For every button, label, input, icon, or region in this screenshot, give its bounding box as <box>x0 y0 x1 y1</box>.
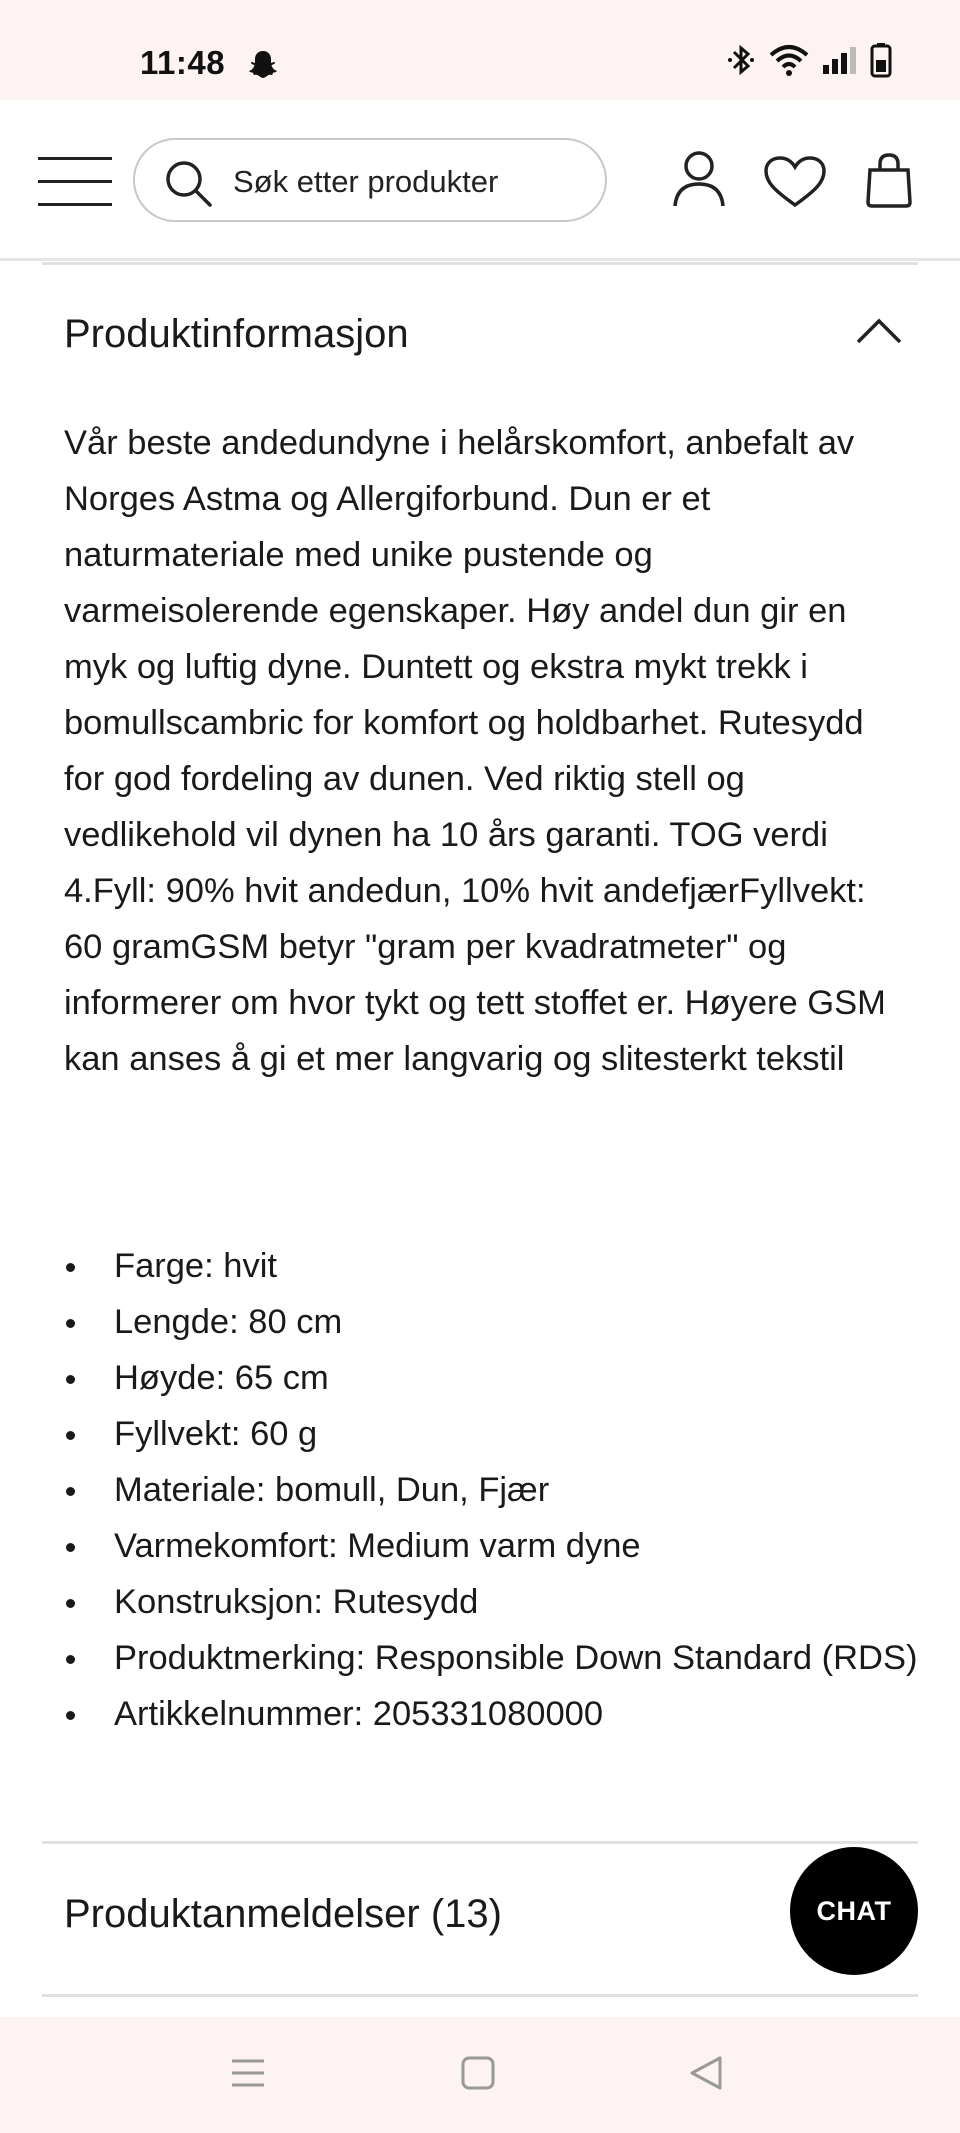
back-icon <box>692 2058 720 2088</box>
spec-item-height: Høyde: 65 cm <box>64 1350 924 1406</box>
system-navigation-bar <box>0 2017 960 2133</box>
reviews-bottom-divider <box>42 1994 918 1997</box>
snapchat-notification-icon <box>246 48 280 82</box>
chat-label: CHAT <box>816 1895 892 1926</box>
signal-icon <box>822 45 858 75</box>
spec-item-color: Farge: hvit <box>64 1238 924 1294</box>
bluetooth-icon <box>726 42 756 78</box>
product-info-title[interactable]: Produktinformasjon <box>64 312 409 356</box>
reviews-title[interactable]: Produktanmeldelser (13) <box>64 1892 502 1936</box>
search-input[interactable] <box>231 158 585 206</box>
heart-icon <box>766 158 824 205</box>
status-bar <box>0 0 960 100</box>
reviews-top-divider <box>42 1841 918 1844</box>
spec-item-length: Lengde: 80 cm <box>64 1294 924 1350</box>
spec-item-material: Materiale: bomull, Dun, Fjær <box>64 1462 924 1518</box>
cart-button[interactable] <box>866 152 912 208</box>
top-divider <box>42 262 918 265</box>
home-button[interactable] <box>460 2055 496 2091</box>
spec-item-fill-weight: Fyllvekt: 60 g <box>64 1406 924 1462</box>
recent-apps-button[interactable] <box>230 2055 266 2091</box>
menu-button[interactable] <box>38 157 112 207</box>
status-time: 11:48 <box>140 44 226 81</box>
wishlist-button[interactable] <box>764 156 826 208</box>
spec-item-article-number: Artikkelnummer: 205331080000 <box>64 1686 924 1742</box>
home-icon <box>463 2058 493 2088</box>
spec-item-labeling: Produktmerking: Responsible Down Standard (RDS) <box>64 1630 924 1686</box>
product-description: Vår beste andedundyne i helårskomfort, anbefalt av Norges Astma og Allergiforbund. Dun er et naturmateriale med unike pustende og varmeisolerende egenskaper. Høy andel dun gir en myk og luftig dyne. Duntett og ekstra mykt trekk i bomullscambric for komfort og holdbarhet. Rutesydd for god fordeling av dunen. Ved riktig stell og vedlikehold vil dynen ha 10 års garanti. TOG verdi 4.Fyll: 90% hvit andedun, 10% hvit andefjærFyllvekt: 60 gramGSM betyr "gram per kvadratmeter" og informerer om hvor tykt og tett stoffet er. Høyere GSM kan anses å gi et mer langvarig og slitesterkt tekstil <box>64 424 886 1078</box>
search-box[interactable] <box>133 138 607 222</box>
chat-button[interactable] <box>790 1847 918 1975</box>
back-button[interactable] <box>688 2055 724 2091</box>
shopping-bag-icon <box>868 155 910 206</box>
account-button[interactable] <box>672 150 726 208</box>
battery-icon <box>870 42 892 78</box>
site-header <box>0 100 960 261</box>
wifi-icon <box>768 43 810 77</box>
recents-icon <box>232 2061 264 2085</box>
spec-item-warmth: Varmekomfort: Medium varm dyne <box>64 1518 924 1574</box>
hamburger-menu-icon <box>38 157 112 160</box>
spec-item-construction: Konstruksjon: Rutesydd <box>64 1574 924 1630</box>
user-icon <box>675 153 723 206</box>
search-icon <box>163 158 213 208</box>
status-icons <box>726 42 892 78</box>
chevron-up-icon[interactable] <box>854 316 904 346</box>
spec-list <box>64 1238 924 1742</box>
